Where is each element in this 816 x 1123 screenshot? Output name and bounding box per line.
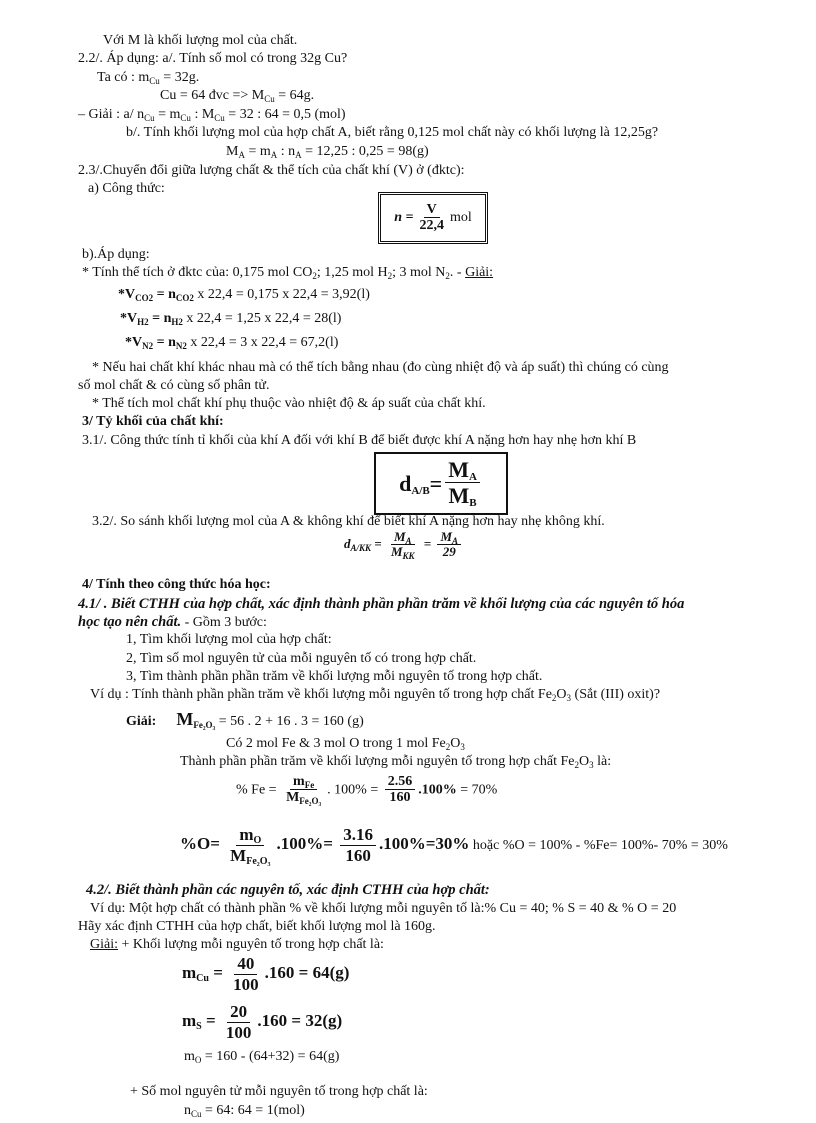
step-1: 1, Tìm khối lượng mol của hợp chất:	[126, 632, 332, 647]
text-line: $M_A = m_A$ : $n_A = 12,25$ : 0,25 = 98(g)	[226, 144, 429, 160]
formula-mass-cu: $m_{Cu}$ = $\frac{40}{100}$ .160 = 64(g)	[182, 954, 350, 994]
text-line: * Nếu hai chất khí khác nhau mà có thể tích bằng nhau (đo cùng nhiệt độ và áp suất) thì chúng có cùng	[92, 360, 669, 375]
text-line: 3.1/. Công thức tính tỉ khối của khí A đối với khí B để biết được khí A nặng hơn hay nhẹ hơn khí B	[82, 433, 637, 448]
text-line: Với M là khối lượng mol của chất.	[103, 33, 298, 48]
text-line: $m_O = 160 - (64+32) = 64(g)$	[184, 1049, 340, 1065]
text-line: Giải: + Khối lượng mỗi nguyên tố trong hợp chất là:	[90, 937, 384, 952]
text-line: a) Công thức:	[88, 181, 165, 196]
formula-air-density: $d_{A/KK}$ = $\frac{M_A}{M_{KK}}$ = $\frac{M_A}{29}$	[344, 530, 464, 560]
text-line: – Giải : a/ $n_{Cu} = m_{Cu}$ : $M_{Cu} = 32$ : 64 = 0,5 (mol)	[78, 107, 346, 123]
formula-percent-fe: % Fe = $\frac{m_{Fe}}{M_{Fe_2O_3}}$ . 100% = $\frac{2.56}{160}$ .100% = 70%	[236, 774, 498, 807]
formula-box-moles-volume	[378, 192, 488, 244]
text-line: Có 2 mol Fe & 3 mol O trong 1 mol $Fe_2O_3$	[226, 736, 465, 752]
text-line: b).Áp dụng:	[82, 247, 150, 262]
section-4-1-heading: 4.1/ . Biết CTHH của hợp chất, xác định thành phần phần trăm về khối lượng của các nguyên tố hóa	[78, 596, 685, 612]
formula-box-relative-density	[374, 452, 508, 515]
text-line: + Số mol nguyên tử mỗi nguyên tố trong hợp chất là:	[130, 1084, 428, 1099]
text-line: 3.2/. So sánh khối lượng mol của A & không khí để biết khí A nặng hơn hay nhẹ không khí.	[92, 514, 605, 529]
text-line: $n_{Cu} = 64$: 64 = 1(mol)	[184, 1103, 305, 1119]
formula-mass-s: $m_S$ = $\frac{20}{100}$ .160 = 32(g)	[182, 1002, 343, 1042]
text-line: Giải: $M_{Fe_2O_3} = 56$ . 2 + 16 . 3 = 160 (g)	[126, 709, 364, 730]
text-line: $*V_{H2} = n_{H2}$ x 22,4 = 1,25 x 22,4 = 28(l)	[120, 311, 342, 327]
formula-percent-o: %O= $\frac{m_O}{M_{Fe_2O_3}}$ .100%= $\frac{3.16}{160}$ .100%=30% hoặc %O = 100% - %Fe= 100%- 70% = 30%	[180, 825, 728, 867]
text-line: Hãy xác định CTHH của hợp chất, biết khối lượng mol là 160g.	[78, 919, 436, 934]
text-line: * Thể tích mol chất khí phụ thuộc vào nhiệt độ & áp suất của chất khí.	[92, 396, 486, 411]
section-2-3-heading: 2.3/.Chuyển đổi giữa lượng chất & thể tích của chất khí (V) ở (đktc):	[78, 163, 465, 178]
section-2-2-heading: 2.2/. Áp dụng: a/. Tính số mol có trong 32g Cu?	[78, 51, 348, 66]
section-4-heading: 4/ Tính theo công thức hóa học:	[82, 577, 271, 592]
text-line: Ví dụ : Tính thành phần phần trăm về khối lượng mỗi nguyên tố trong hợp chất $Fe_2O_3$ (Sắt (III) oxit)?	[90, 687, 661, 703]
formula-eq: =	[429, 470, 443, 496]
text-line: số mol chất & có cùng số phân tử.	[78, 378, 270, 393]
text-line: $*V_{CO2} = n_{CO2}$ x 22,4 = 0,175 x 22,4 = 3,92(l)	[118, 287, 370, 303]
section-4-2-heading: 4.2/. Biết thành phần các nguyên tố, xác định CTHH của hợp chất:	[86, 882, 490, 898]
text-line: Ví dụ: Một hợp chất có thành phần % về khối lượng mỗi nguyên tố là:% Cu = 40; % S = 40 & % O = 20	[90, 901, 677, 916]
formula-unit: mol	[449, 210, 472, 225]
section-3-heading: 3/ Tỷ khối của chất khí:	[82, 414, 224, 429]
text-line: * Tính thể tích ở đktc của: 0,175 mol $CO_2$; 1,25 mol $H_2$; 3 mol $N_2$. - Giải:	[82, 265, 494, 281]
step-2: 2, Tìm số mol nguyên tử của mỗi nguyên tố có trong hợp chất.	[126, 651, 477, 666]
text-line: $*V_{N2} = n_{N2}$ x 22,4 = 3 x 22,4 = 67,2(l)	[125, 335, 339, 351]
formula-lhs: n =	[394, 210, 414, 225]
text-line: Cu = 64 đvc => $M_{Cu} = 64g$.	[160, 88, 315, 104]
formula-fraction: $\frac{V}{22,4}$	[419, 201, 444, 234]
text-line: b/. Tính khối lượng mol của hợp chất A, biết rằng 0,125 mol chất này có khối lượng là 12,25g?	[126, 125, 659, 140]
formula-lhs: $d_{A/B}$	[399, 470, 430, 497]
text-line: Thành phần phần trăm về khối lượng mỗi nguyên tố trong hợp chất $Fe_2O_3$ là:	[180, 754, 612, 770]
text-line: học tạo nên chất. - Gồm 3 bước:	[78, 614, 267, 630]
text-line: Ta có : $m_{Cu} = 32g$.	[97, 70, 200, 86]
step-3: 3, Tìm thành phần phần trăm về khối lượng mỗi nguyên tố trong hợp chất.	[126, 669, 543, 684]
formula-fraction: $\frac{M_A}{M_B}$	[445, 458, 480, 508]
